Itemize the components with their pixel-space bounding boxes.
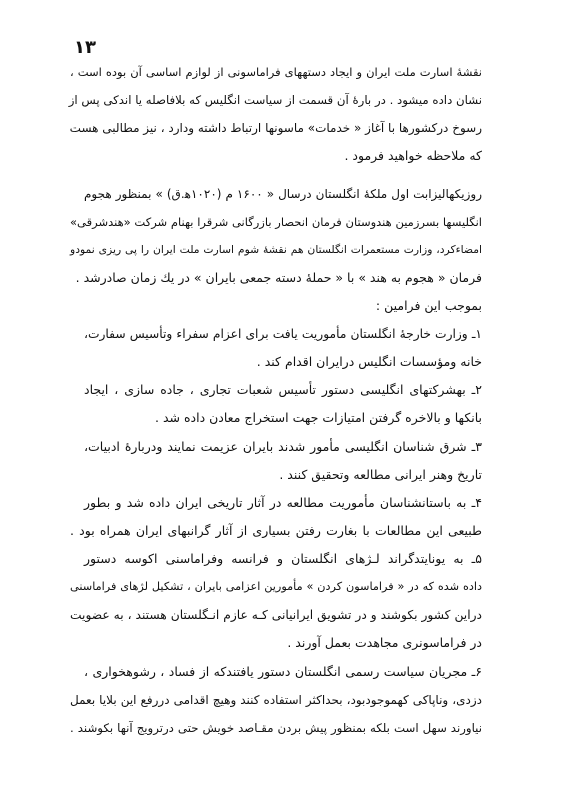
text-line: خانه ومؤسسات انگلیس درایران اقدام کند . xyxy=(256,354,482,369)
text-line: ۱ـ وزارت خارجهٔ انگلستان مأموریت یافت برای اعزام سفراء وتأسیس سفارت، xyxy=(84,327,482,341)
text-line: که ملاحظه خواهید فرمود . xyxy=(344,148,482,163)
text-line: نشان داده میشود . در بارهٔ آن قسمت از سیاست انگلیس که بلافاصله یا اندکی پس از xyxy=(68,93,482,107)
text-line: دزدی، وناپاکی کهموجودبود، بحداکثر استفاده کنند وهیچ اقدامی دررفع این بلایا بعمل xyxy=(70,693,482,707)
text-line: ۶ـ مجریان سیاست رسمی انگلستان دستور یافتندکه از فساد ، رشوهخواری ، xyxy=(84,664,482,679)
text-line: ۲ـ بهشرکتهای انگلیسی دستور تأسیس شعبات تجاری ، جاده سازی ، ایجاد xyxy=(84,382,482,397)
text-line: ۴ـ به باستانشناسان مأموریت مطالعه در آثار تاریخی ایران داده شد و بطور xyxy=(84,495,482,510)
text-line: ۳ـ شرق شناسان انگلیسی مأمور شدند بایران عزیمت نمایند ودربارهٔ ادبیات، xyxy=(84,439,482,454)
text-line: دراین کشور بکوشند و در تشویق ایرانیانی کـه عازم انـگلستان هستند ، به عضویت xyxy=(70,608,482,622)
page-number: ۱۳ xyxy=(74,37,96,58)
text-line: فرمان « هجوم به هند » با « حملهٔ دسته جمعی بایران » در یك زمان صادرشد . xyxy=(75,270,482,285)
text-line: روزیکهالیزابت اول ملکهٔ انگلستان درسال « ۱۶۰۰ م (۱۰۲۰ه‍.ق) » بمنظور هجوم xyxy=(84,187,482,201)
text-line: داده شده که در « فراماسون کردن » مأمورین اعزامی بایران ، تشکیل لژهای فراماسنی xyxy=(70,580,482,593)
text-line: بموجب این فرامین : xyxy=(375,298,482,313)
text-line: نقشهٔ اسارت ملت ایران و ایجاد دستههای فراماسونی از لوازم اساسی آن بوده است ، xyxy=(70,65,482,79)
text-line: انگلیسها بسرزمین هندوستان فرمان انحصار بازرگانی شرقرا بهنام شرکت «هندشرقی» xyxy=(70,215,482,229)
text-line: نیاورند سهل است بلکه بمنظور پیش بردن مقـاصد خویش حتی درترویج آنها بکوشند . xyxy=(70,721,482,735)
text-line: در فراماسونری مجاهدت بعمل آورند . xyxy=(287,635,482,650)
text-line: تاریخ وهنر ایرانی مطالعه وتحقیق کنند . xyxy=(279,467,482,482)
text-line: طبیعی این مطالعات با بغارت رفتن بسیاری از آثار گرانبهای ایران همراه بود . xyxy=(70,523,482,538)
text-line: رسوخ درکشورها با آغاز « خدمات» ماسونها ارتباط داشته ودارد ، نیز مطالبی هست xyxy=(69,121,482,135)
text-line: بانکها و بالاخره گرفتن امتیازات جهت استخراج معادن داده شد . xyxy=(155,410,482,425)
text-line: ۵ـ به یونایتدگراند لـژهای انگلستان و فرانسه وفراماسنی اکوسه دستور xyxy=(84,551,482,566)
text-line: امضاءکرد، وزارت مستعمرات انگلستان هم نقشهٔ شوم اسارت ملت ایران را پی ریزی نمودو xyxy=(70,243,482,256)
